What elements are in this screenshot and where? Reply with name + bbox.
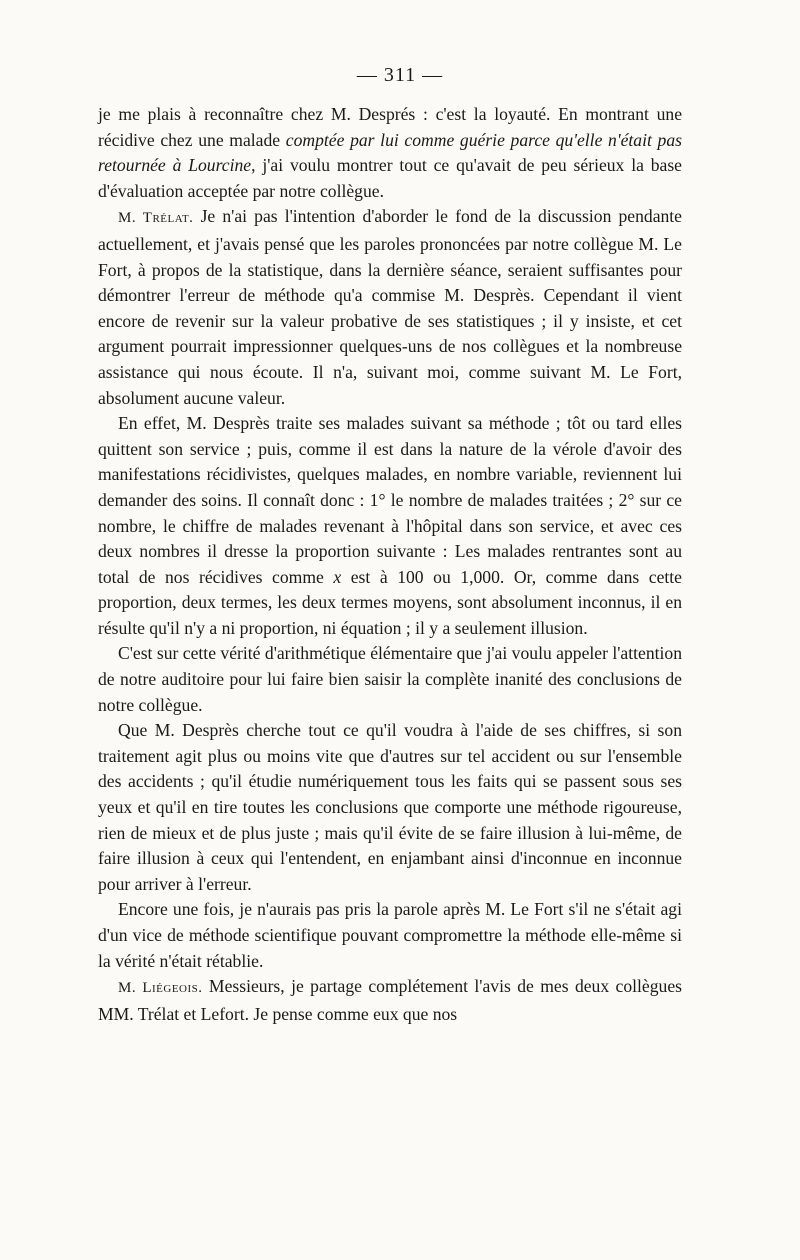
paragraph-4 bbox=[98, 641, 682, 718]
text-segment: En effet, M. Desprès traite ses malades suivant sa méthode ; tôt ou tard elles quittent son service ; puis, comme il est dans la nature de la vérole d'avoir des manifestations récidivistes, quelques malades, en nombre variable, reviennent lui demander des soins. Il connaît donc : 1° le nombre de malades traitées ; 2° sur ce nombre, le chiffre de malades revenant à l'hôpital dans son service, et avec ces deux nombres il dresse la proportion suivante : Les malades rentrantes sont au total de nos récidives comme bbox=[98, 413, 682, 587]
paragraph-5 bbox=[98, 718, 682, 897]
paragraph-7 bbox=[98, 974, 682, 1027]
italic-segment: x bbox=[333, 566, 342, 587]
paragraph-3 bbox=[98, 411, 682, 641]
italic-segment: comptée par lui comme guérie parce qu'elle n'était pas retournée à Lourcine bbox=[98, 129, 682, 176]
text-segment: je me plais à reconnaître chez M. Després : c'est la loyauté. En montrant une récidive chez une malade bbox=[98, 104, 682, 150]
text-segment: C'est sur cette vérité d'arithmétique élémentaire que j'ai voulu appeler l'attention de notre auditoire pour lui faire bien saisir la complète inanité des conclusions de notre collègue. bbox=[98, 643, 682, 715]
body-text bbox=[98, 102, 682, 1027]
text-segment: Messieurs, je partage complétement l'avis de mes deux collègues MM. Trélat et Lefort. Je pense comme eux que nos bbox=[98, 976, 682, 1024]
paragraph-6 bbox=[98, 897, 682, 974]
speaker-name: M. Liégeois. bbox=[118, 980, 203, 997]
text-segment: est à 100 ou 1,000. Or, comme dans cette proportion, deux termes, les deux termes moyens, sont absolument inconnus, il en résulte qu'il n'y a ni proportion, ni équation ; il y a seulement illusion. bbox=[98, 566, 682, 638]
paragraph-2 bbox=[98, 204, 682, 411]
paragraph-1 bbox=[98, 102, 682, 204]
speaker-name: M. Trélat. bbox=[118, 210, 194, 227]
page-number: — 311 — bbox=[356, 64, 444, 86]
text-segment: Je n'ai pas l'intention d'aborder le fond de la discussion pendante actuellement, et j'avais pensé que les paroles prononcées par notre collègue M. Le Fort, à propos de la statistique, dans la dernière séance, seraient suffisantes pour démontrer l'erreur de méthode qu'a commise M. Desprès. Cependant il vient encore de revenir sur la valeur probative de ses statistiques ; il y insiste, et cet argument pourrait impressionner quelques-uns de nos collègues et la nombreuse assistance qui nous écoute. Il n'a, suivant moi, comme suivant M. Le Fort, absolument aucune valeur. bbox=[98, 206, 682, 408]
text-segment: Encore une fois, je n'aurais pas pris la parole après M. Le Fort s'il ne s'était agi d'un vice de méthode scientifique pouvant compromettre la méthode elle-même si la vérité n'était rétablie. bbox=[98, 899, 682, 971]
text-segment: Que M. Desprès cherche tout ce qu'il voudra à l'aide de ses chiffres, si son traitement agit plus ou moins vite que d'autres sur tel accident ou sur l'ensemble des accidents ; qu'il étudie numériquement tous les faits qui se passent sous ses yeux et qu'il en tire toutes les conclusions que comporte une méthode rigoureuse, rien de mieux et de plus juste ; mais qu'il évite de se faire illusion à lui-même, de faire illusion à ceux qui l'entendent, en enjambant ainsi d'inconnue en inconnue pour arriver à l'erreur. bbox=[98, 720, 682, 894]
text-segment: , j'ai voulu montrer tout ce qu'avait de peu sérieux la base d'évaluation acceptée par notre collègue. bbox=[98, 155, 682, 201]
